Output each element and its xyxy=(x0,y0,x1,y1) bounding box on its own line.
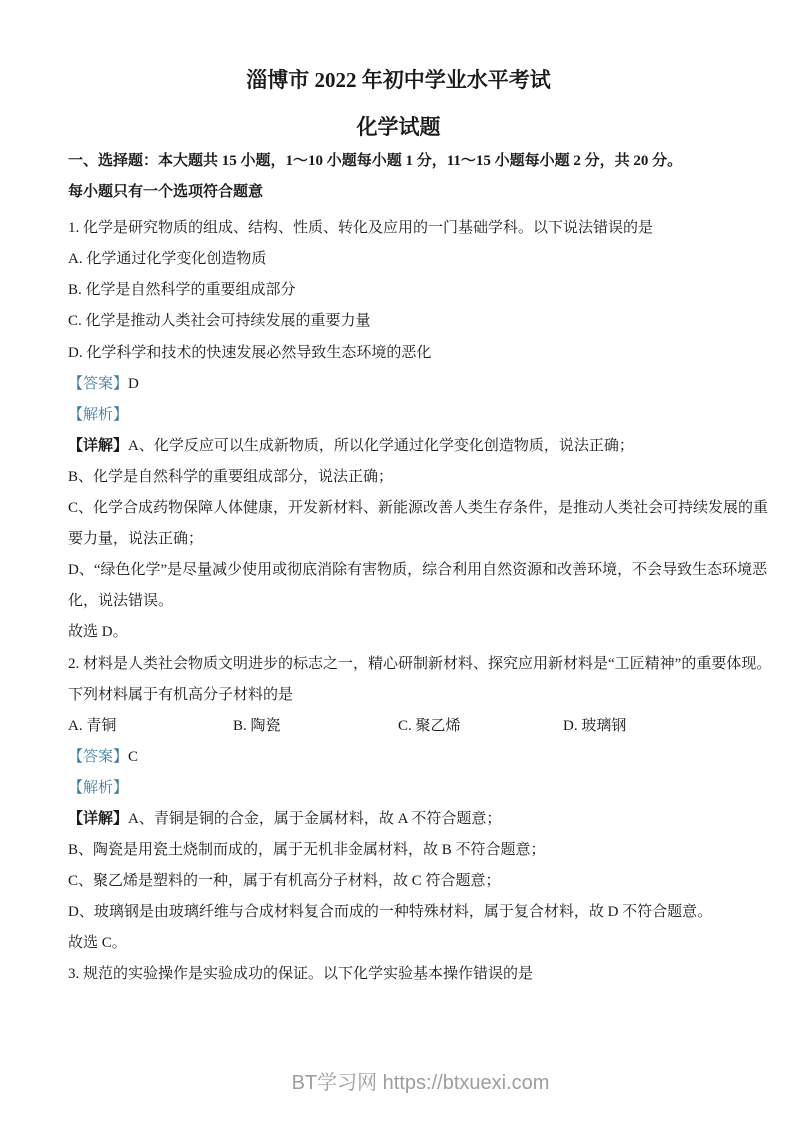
q1-option-b xyxy=(68,275,729,306)
q1-detail-d-line-2 xyxy=(68,586,729,617)
q2-detail-a-label: 【详解】 xyxy=(68,810,129,827)
q2-stem-line-2 xyxy=(68,680,729,711)
q1-detail-c-line-2-text: 要力量，说法正确； xyxy=(68,531,204,548)
q2-answer xyxy=(68,742,729,773)
q1-detail-a-text: A、化学反应可以生成新物质，所以化学通过化学变化创造物质，说法正确； xyxy=(128,437,634,454)
q2-options-option-3: D. 玻璃钢 xyxy=(563,717,627,734)
q1-detail-a xyxy=(68,431,729,462)
document-subtitle: 化学试题 xyxy=(356,115,441,139)
q2-conclusion-text: 故选 C。 xyxy=(68,935,127,952)
q1-detail-b-text: B、化学是自然科学的重要组成部分，说法正确； xyxy=(68,468,394,485)
watermark-footer: BT学习网 https://btxuexi.com xyxy=(291,1072,550,1094)
q1-stem-text: 1. 化学是研究物质的组成、结构、性质、转化及应用的一门基础学科。以下说法错误的是 xyxy=(68,220,654,237)
q1-detail-b xyxy=(68,462,729,493)
q2-detail-b-text: B、陶瓷是用瓷土烧制而成的，属于无机非金属材料，故 B 不符合题意； xyxy=(68,842,546,859)
q1-option-c xyxy=(68,306,729,337)
section-header-line-1 xyxy=(68,146,729,177)
q2-answer-text: C xyxy=(128,748,139,765)
q1-analysis-label xyxy=(68,400,729,431)
q3-stem-text: 3. 规范的实验操作是实验成功的保证。以下化学实验基本操作错误的是 xyxy=(68,966,534,983)
document-title: 淄博市 2022 年初中学业水平考试 xyxy=(246,68,551,92)
q1-option-d xyxy=(68,338,729,369)
q2-conclusion xyxy=(68,928,729,959)
section-header-line-2-text: 每小题只有一个选项符合题意 xyxy=(68,184,264,201)
q1-detail-d-line-1 xyxy=(68,555,768,586)
q1-detail-d-line-1-text: D、“绿色化学”是尽量减少使用或彻底消除有害物质，综合利用自然资源和改善环境，不会导致生态环境恶 xyxy=(68,562,768,579)
q2-stem-line-2-text: 下列材料属于有机高分子材料的是 xyxy=(68,686,294,703)
q1-detail-c-line-2 xyxy=(68,524,729,555)
q1-answer-label: 【答案】 xyxy=(68,375,129,392)
q2-analysis-label-label: 【解析】 xyxy=(68,779,129,796)
q1-answer-text: D xyxy=(128,375,139,392)
q2-detail-c xyxy=(68,866,729,897)
q1-detail-c-line-1-text: C、化学合成药物保障人体健康，开发新材料、新能源改善人类生存条件，是推动人类社会可持续发展的重 xyxy=(68,500,769,517)
q1-option-a-text: A. 化学通过化学变化创造物质 xyxy=(68,251,267,268)
q1-option-d-text: D. 化学科学和技术的快速发展必然导致生态环境的恶化 xyxy=(68,344,432,361)
q1-option-b-text: B. 化学是自然科学的重要组成部分 xyxy=(68,282,296,299)
q2-analysis-label xyxy=(68,773,729,804)
q2-detail-c-text: C、聚乙烯是塑料的一种，属于有机高分子材料，故 C 符合题意； xyxy=(68,873,501,890)
q2-options-option-0: A. 青铜 xyxy=(68,717,117,734)
q1-option-c-text: C. 化学是推动人类社会可持续发展的重要力量 xyxy=(68,313,371,330)
q1-detail-c-line-1 xyxy=(68,493,769,524)
q2-stem-line-1-text: 2. 材料是人类社会物质文明进步的标志之一，精心研制新材料、探究应用新材料是“工匠精神”的重要体现。 xyxy=(68,655,772,672)
q2-detail-d xyxy=(68,897,729,928)
section-header-line-1-text: 一、选择题：本大题共 15 小题，1～10 小题每小题 1 分，11～15 小题每小题 2 分，共 20 分。 xyxy=(68,153,683,169)
q2-options-option-1: B. 陶瓷 xyxy=(233,717,281,734)
q1-option-a xyxy=(68,244,729,275)
q2-answer-label: 【答案】 xyxy=(68,748,129,765)
q1-conclusion-text: 故选 D。 xyxy=(68,624,128,641)
q1-stem xyxy=(68,213,729,244)
q1-answer xyxy=(68,369,729,400)
q1-detail-d-line-2-text: 化，说法错误。 xyxy=(68,593,174,610)
q2-detail-a-text: A、青铜是铜的合金，属于金属材料，故 A 不符合题意； xyxy=(128,810,502,827)
q2-stem-line-1 xyxy=(68,649,772,680)
q1-analysis-label-label: 【解析】 xyxy=(68,406,129,423)
section-header-line-2 xyxy=(68,177,729,208)
q3-stem xyxy=(68,959,729,990)
q2-detail-b xyxy=(68,835,729,866)
q1-detail-a-label: 【详解】 xyxy=(68,437,129,454)
q1-conclusion xyxy=(68,617,729,648)
q2-detail-a xyxy=(68,804,729,835)
q2-options-option-2: C. 聚乙烯 xyxy=(398,717,461,734)
q2-options xyxy=(68,711,729,742)
q2-detail-d-text: D、玻璃钢是由玻璃纤维与合成材料复合而成的一种特殊材料，属于复合材料，故 D 不符合题意。 xyxy=(68,904,713,921)
body-lines xyxy=(68,146,772,991)
